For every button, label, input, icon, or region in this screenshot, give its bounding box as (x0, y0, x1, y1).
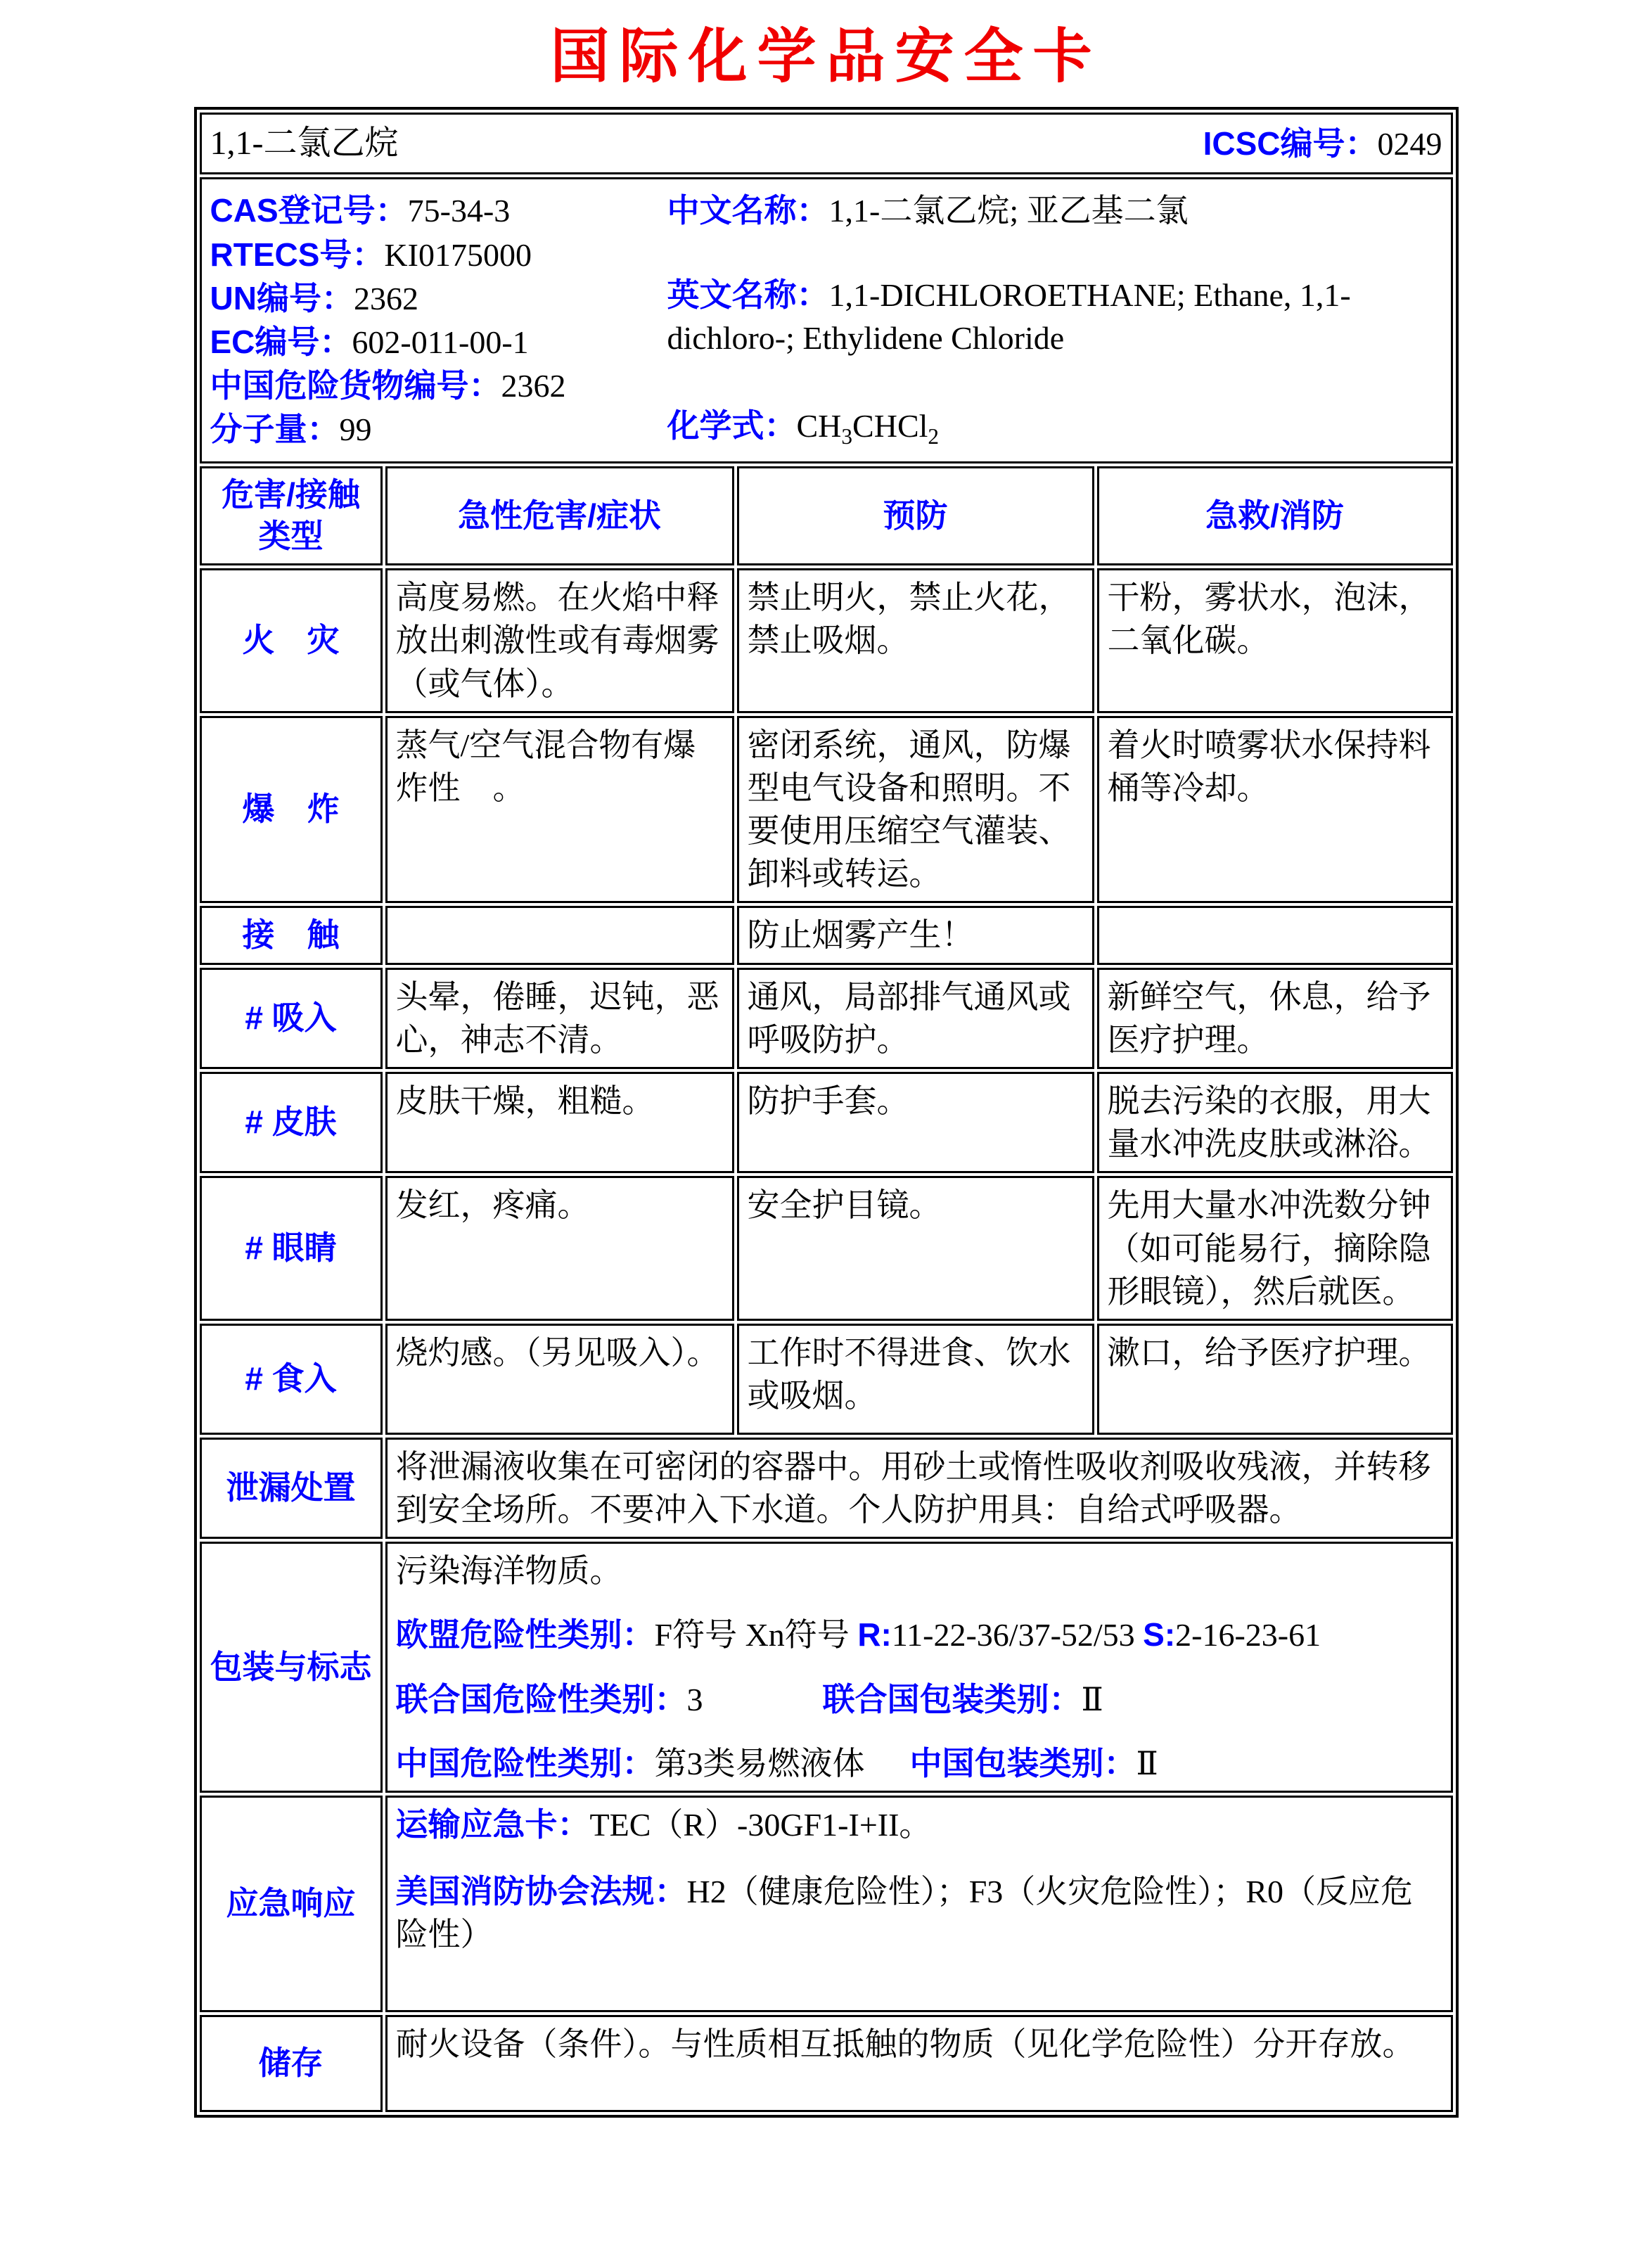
hazard-row-label: # 眼睛 (200, 1176, 383, 1321)
rtecs-value: KI0175000 (384, 236, 532, 273)
hazard-header-symptoms: 急性危害/症状 (385, 466, 734, 566)
english-name-label: 英文名称： (667, 276, 829, 313)
formula-value: $CH_3CHCl_2$ (796, 407, 940, 449)
icsc-number (1203, 122, 1442, 165)
un-pack-label: 联合国包装类别： (822, 1680, 1082, 1717)
hazard-row-fire (200, 568, 1453, 713)
r-phrases-label: R: (857, 1616, 892, 1653)
identifier-un (210, 277, 667, 320)
storage-row (200, 2015, 1453, 2112)
chemical-name-cell (200, 113, 1453, 174)
rtecs-label: RTECS号： (210, 236, 385, 273)
storage-text: 耐火设备（条件）。与性质相互抵触的物质（见化学危险性）分开存放。 (385, 2015, 1453, 2112)
chemical-name-row (200, 113, 1453, 174)
packaging-row (200, 1542, 1453, 1793)
un-pack-value: Ⅱ (1081, 1681, 1103, 1717)
eu-classification-line (396, 1613, 1442, 1656)
un-class-label: 联合国危险性类别： (395, 1680, 687, 1717)
r-phrases-value: 11-22-36/37-52/53 (891, 1617, 1144, 1653)
hazard-row-label: 接 触 (200, 906, 383, 964)
identifier-cas (210, 189, 667, 232)
page-title: 国际化学品安全卡 (550, 23, 1102, 89)
un-label: UN编号： (210, 279, 354, 316)
hazard-header-row (200, 466, 1453, 566)
symptoms-cell: 蒸气/空气混合物有爆炸性 。 (385, 716, 734, 904)
emergency-row (200, 1796, 1453, 2012)
symptoms-cell: 头晕，倦睡，迟钝，恶心，神志不清。 (385, 968, 734, 1069)
prevention-cell: 密闭系统，通风，防爆型电气设备和照明。不要使用压缩空气灌装、卸料或转运。 (737, 716, 1094, 904)
nfpa-line (396, 1870, 1442, 1956)
chinese-name-line (667, 189, 1442, 232)
emergency-label: 应急响应 (200, 1796, 383, 2012)
hazard-row-label: # 食入 (200, 1324, 383, 1435)
firstaid-cell: 脱去污染的衣服，用大量水冲洗皮肤或淋浴。 (1097, 1072, 1453, 1173)
hazard-header-type: 危害/接触 类型 (200, 466, 383, 566)
identification-row (200, 177, 1453, 463)
icsc-number-value: 0249 (1377, 125, 1442, 162)
s-phrases-label: S: (1143, 1616, 1176, 1653)
names-panel (667, 185, 1442, 455)
spill-text: 将泄漏液收集在可密闭的容器中。用砂土或惰性吸收剂吸收残液，并转移到安全场所。不要冲入下水道。个人防护用具：自给式呼吸器。 (385, 1438, 1453, 1539)
hazard-row-inhalation (200, 968, 1453, 1069)
ec-value: 602-011-00-1 (352, 324, 529, 361)
symptoms-cell: 烧灼感。（另见吸入）。 (385, 1324, 734, 1435)
hazard-header-firstaid: 急救/消防 (1097, 466, 1453, 566)
cndg-value: 2362 (501, 368, 566, 404)
hazard-row-eyes (200, 1176, 1453, 1321)
hazard-row-label: 爆 炸 (200, 716, 383, 904)
chinese-name-label: 中文名称： (667, 192, 829, 229)
spill-row (200, 1438, 1453, 1539)
mw-label: 分子量： (210, 411, 340, 448)
prevention-cell: 安全护目镜。 (737, 1176, 1094, 1321)
marine-pollutant-line: 污染海洋物质。 (395, 1553, 622, 1589)
s-phrases-value: 2-16-23-61 (1175, 1617, 1321, 1653)
identifier-cn-dangerous-goods (210, 364, 667, 407)
symptoms-cell: 皮肤干燥，粗糙。 (385, 1072, 734, 1173)
firstaid-cell: 先用大量水冲洗数分钟（如可能易行，摘除隐形眼镜），然后就医。 (1097, 1176, 1453, 1321)
un-value: 2362 (353, 280, 418, 316)
icsc-number-label: ICSC编号： (1203, 124, 1378, 162)
firstaid-cell (1097, 906, 1453, 964)
symptoms-cell: 高度易燃。在火焰中释放出刺激性或有毒烟雾（或气体）。 (385, 568, 734, 713)
prevention-cell: 工作时不得进食、饮水或吸烟。 (737, 1324, 1094, 1435)
tec-line (396, 1803, 1442, 1846)
firstaid-cell: 漱口，给予医疗护理。 (1097, 1324, 1453, 1435)
packaging-label: 包装与标志 (200, 1542, 383, 1793)
chinese-name-value: 1,1-二氯乙烷; 亚乙基二氯 (828, 193, 1189, 229)
prevention-cell: 防止烟雾产生！ (737, 906, 1094, 964)
un-classification-line (396, 1678, 1442, 1721)
eu-class-label: 欧盟危险性类别： (395, 1616, 655, 1653)
hazard-row-explosion (200, 716, 1453, 904)
firstaid-cell: 着火时喷雾状水保持料桶等冷却。 (1097, 716, 1453, 904)
tec-label: 运输应急卡： (395, 1805, 590, 1843)
cndg-label: 中国危险货物编号： (210, 367, 501, 404)
cas-value: 75-34-3 (407, 193, 511, 229)
packaging-content (385, 1542, 1453, 1793)
symptoms-cell: 发红，疼痛。 (385, 1176, 734, 1321)
english-name-line (667, 274, 1442, 359)
ec-label: EC编号： (210, 324, 352, 361)
hazard-row-label: # 皮肤 (200, 1072, 383, 1173)
cn-pack-label: 中国包装类别： (909, 1744, 1136, 1781)
firstaid-cell: 新鲜空气，休息，给予医疗护理。 (1097, 968, 1453, 1069)
mw-value: 99 (339, 411, 372, 448)
chemical-name: 1,1-二氯乙烷 (210, 124, 399, 162)
nfpa-value: H2（健康危险性）；F3（火灾危险性）；R0（反应危险性） (395, 1874, 1413, 1953)
hazard-row-label: # 吸入 (200, 968, 383, 1069)
spill-label: 泄漏处置 (200, 1438, 383, 1539)
firstaid-cell: 干粉，雾状水，泡沫，二氧化碳。 (1097, 568, 1453, 713)
hazard-row-ingestion (200, 1324, 1453, 1435)
symptoms-cell (385, 906, 734, 964)
un-class-value: 3 (686, 1681, 703, 1717)
identifier-ec (210, 321, 667, 364)
hazard-row-skin (200, 1072, 1453, 1173)
storage-label: 储存 (200, 2015, 383, 2112)
cas-label: CAS登记号： (210, 192, 408, 229)
identification-cell (200, 177, 1453, 463)
prevention-cell: 防护手套。 (737, 1072, 1094, 1173)
cn-class-value: 第3类易燃液体 (654, 1745, 865, 1781)
hazard-row-contact (200, 906, 1453, 964)
hazard-header-prevention: 预防 (737, 466, 1094, 566)
formula-line (667, 404, 1442, 452)
eu-class-value: F符号 Xn符号 (654, 1617, 858, 1653)
cn-class-label: 中国危险性类别： (395, 1744, 655, 1781)
safety-card (194, 107, 1459, 2118)
prevention-cell: 禁止明火，禁止火花，禁止吸烟。 (737, 568, 1094, 713)
emergency-content (385, 1796, 1453, 2012)
nfpa-label: 美国消防协会法规： (395, 1873, 687, 1910)
hazard-row-label: 火 灾 (200, 568, 383, 713)
identifier-rtecs (210, 233, 667, 276)
english-name-value: 1,1-DICHLOROETHANE; Ethane, 1,1-dichloro-; Ethylidene Chloride (667, 276, 1351, 356)
tec-value: TEC（R）-30GF1-I+II。 (589, 1806, 932, 1843)
cn-pack-value: Ⅱ (1136, 1745, 1158, 1781)
identifiers-panel (210, 185, 667, 455)
prevention-cell: 通风，局部排气通风或呼吸防护。 (737, 968, 1094, 1069)
formula-label: 化学式： (667, 407, 797, 444)
cn-classification-line (396, 1742, 1442, 1785)
identifier-molecular-weight (210, 408, 667, 451)
